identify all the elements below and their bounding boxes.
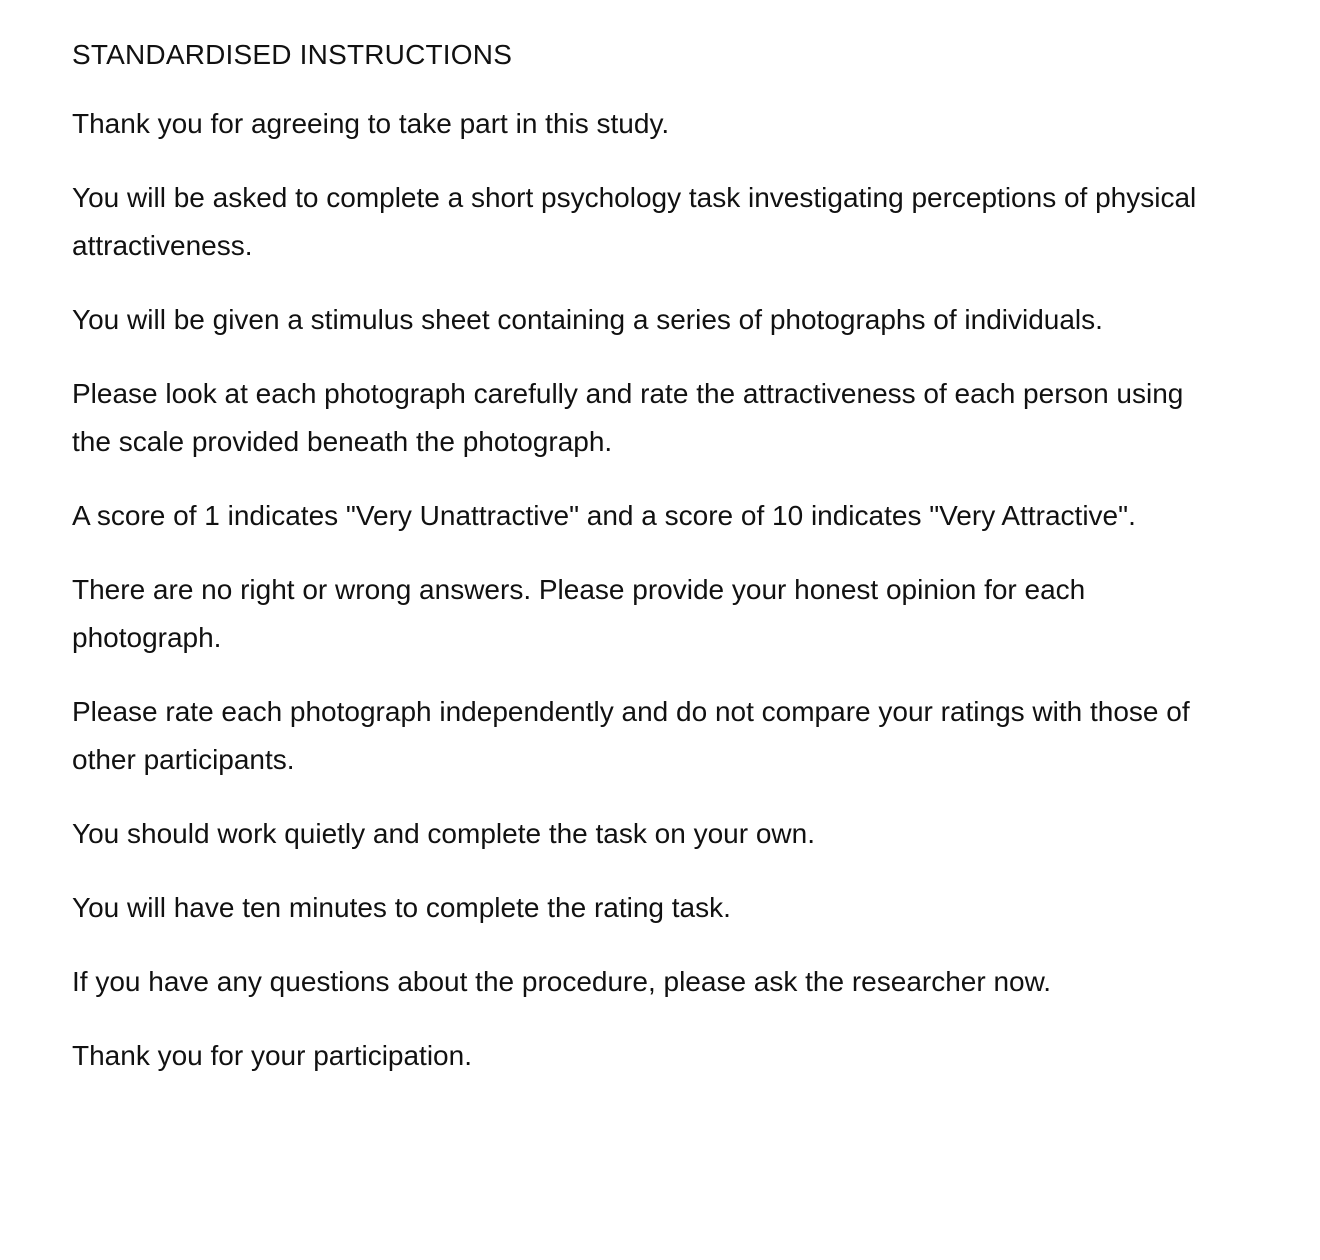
paragraph-scale: A score of 1 indicates "Very Unattractive" and a score of 10 indicates "Very Attractive". <box>72 500 1136 531</box>
document-title: STANDARDISED INSTRUCTIONS <box>72 39 513 70</box>
paragraph-rating-instructions: Please look at each photograph carefully and rate the attractiveness of each person using the scale provided beneath the photograph. <box>72 378 1184 457</box>
paragraph-time-limit: You will have ten minutes to complete the rating task. <box>72 892 731 923</box>
paragraph-independent-rating: Please rate each photograph independently and do not compare your ratings with those of other participants. <box>72 696 1190 775</box>
paragraph-task-description: You will be asked to complete a short psychology task investigating perceptions of physical attractiveness. <box>72 182 1197 261</box>
paragraph-thanks: Thank you for agreeing to take part in this study. <box>72 108 670 139</box>
paragraph-stimulus-sheet: You will be given a stimulus sheet containing a series of photographs of individuals. <box>72 304 1103 335</box>
paragraph-questions: If you have any questions about the procedure, please ask the researcher now. <box>72 966 1052 997</box>
paragraph-work-quietly: You should work quietly and complete the task on your own. <box>72 818 815 849</box>
paragraph-closing-thanks: Thank you for your participation. <box>72 1040 472 1071</box>
paragraph-honest-opinion: There are no right or wrong answers. Please provide your honest opinion for each photograph. <box>72 574 1086 653</box>
